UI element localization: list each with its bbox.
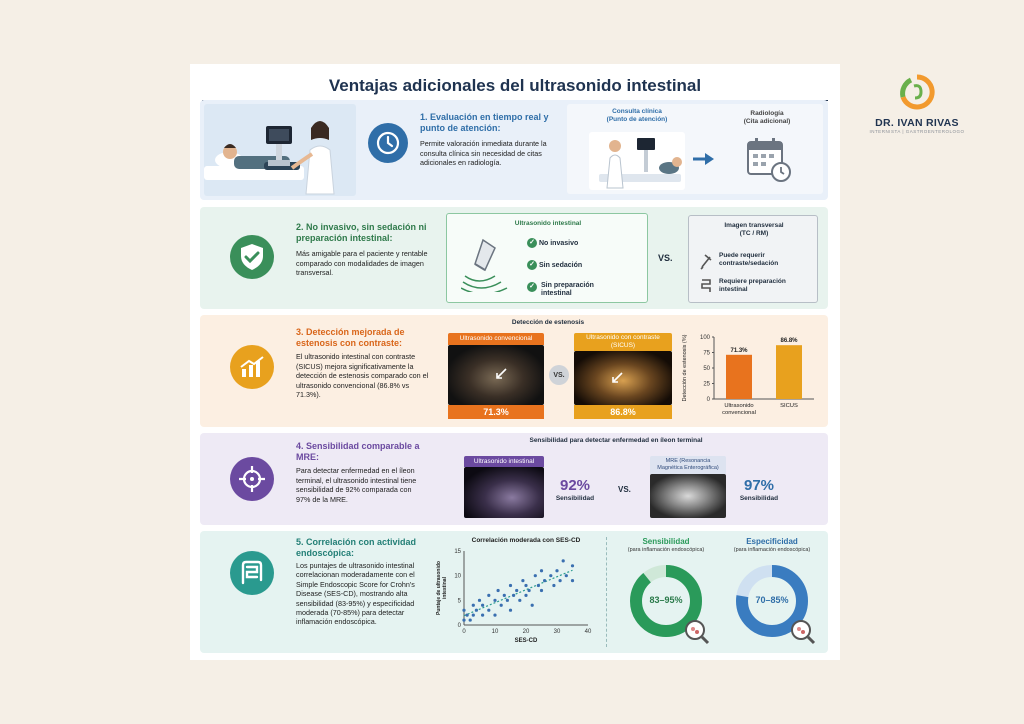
growth-chart-icon	[230, 345, 274, 389]
benefit-label: Sin sedación	[538, 261, 583, 269]
chart-title: Correlación moderada con SES-CD	[471, 537, 581, 544]
section-3-heading: 3. Detección mejorada de estenosis con contraste:	[296, 327, 405, 348]
microscope-lens-icon	[684, 619, 710, 645]
scatter-point	[481, 614, 484, 617]
intestine-icon	[230, 551, 274, 595]
brand-logo	[899, 74, 935, 110]
sensitivity-title: Sensibilidad	[642, 537, 690, 546]
scatter-point	[528, 589, 531, 592]
cross-sectional-item: Requiere preparación intestinal	[719, 278, 786, 293]
scatter-point	[462, 609, 465, 612]
clinic-illustration	[589, 132, 685, 190]
section-stenosis	[200, 315, 828, 427]
bar-data-label: 86.8%	[780, 338, 798, 345]
x-tick-label: SICUS	[780, 403, 798, 409]
section-realtime	[200, 100, 828, 200]
x-tick-label: 30	[553, 629, 561, 635]
scatter-point	[524, 584, 527, 587]
x-tick-label: 40	[584, 629, 592, 635]
section-noninvasive	[200, 207, 828, 309]
section-3-body: El ultrasonido intestinal con contraste (SICUS) mejora significativamente la detección de estenosis comparado con el ultrasonido convencional (86.8% vs 71.3%).	[296, 352, 429, 400]
cross-sectional-card	[688, 215, 818, 303]
scatter-point	[534, 574, 537, 577]
benefit-item	[527, 282, 647, 298]
benefit-label: Sin preparación intestinal	[541, 282, 594, 297]
scatter-point	[509, 609, 512, 612]
scatter-point	[555, 569, 558, 572]
section-5-body: Los puntajes de ultrasonido intestinal correlacionan moderadamente con el Simple Endoscopic Score for Crohn's Disease (SES-CD), mostrando alta sensibilidad (83-95%) y especificidad moderada (70-85%) para detectar inflamación endoscópica.	[296, 561, 415, 627]
x-tick-label: convencional	[722, 410, 756, 416]
panel-divider	[606, 537, 607, 647]
infographic-sheet	[190, 64, 840, 660]
vs-label: VS.	[658, 253, 673, 263]
scatter-point	[472, 614, 475, 617]
scatter-point	[571, 579, 574, 582]
scatter-point	[500, 604, 503, 607]
scatter-point	[540, 589, 543, 592]
us-sensitivity-caption: Sensibilidad	[555, 495, 595, 502]
bar	[776, 345, 802, 399]
sicus-label: Ultrasonido con contraste (SICUS)	[574, 333, 672, 351]
benefits-list	[527, 238, 647, 298]
section-2-body: Más amigable para el paciente y rentable comparado con modalidades de imagen transversal.	[296, 249, 428, 278]
workflow-comparison-panel	[567, 104, 823, 194]
section-4-heading: 4. Sensibilidad comparable a MRE:	[296, 441, 420, 462]
clinic-label: Consulta clínica (Punto de atención)	[606, 108, 668, 123]
section-1-heading: 1. Evaluación en tiempo real y punto de atención:	[420, 112, 549, 133]
clock-icon	[368, 123, 408, 163]
x-tick-label: 0	[462, 629, 466, 635]
y-tick-label: 75	[703, 350, 710, 357]
benefit-item	[527, 260, 647, 282]
sicus-image	[574, 333, 672, 421]
y-tick-label: 0	[457, 623, 461, 629]
scatter-point	[571, 564, 574, 567]
scatter-point	[487, 609, 490, 612]
scatter-point	[512, 594, 515, 597]
ultrasound-probe-icon	[461, 236, 511, 292]
scatter-point	[559, 579, 562, 582]
sescd-scatter-chart	[432, 533, 604, 651]
brand-subtitle: INTERNISTA | GASTROENTEROLOGO	[869, 129, 965, 134]
check-icon: ✓	[527, 238, 537, 248]
intestine-outline-icon	[699, 278, 713, 294]
brand-block	[862, 74, 972, 134]
section-1-body: Permite valoración inmediata durante la consulta clínica sin necesidad de citas adicionales en radiología.	[420, 139, 547, 168]
vs-label: VS.	[618, 485, 631, 494]
scatter-point	[552, 584, 555, 587]
scatter-point	[515, 589, 518, 592]
scatter-point	[509, 584, 512, 587]
scatter-point	[466, 614, 469, 617]
specificity-value: 70–85%	[755, 595, 789, 605]
intestinal-us-image	[464, 456, 544, 518]
y-tick-label: 100	[699, 335, 710, 341]
arrow-right-icon	[693, 152, 715, 166]
benefit-item	[527, 238, 647, 260]
bar-data-label: 71.3%	[730, 347, 748, 354]
scatter-point	[469, 618, 472, 621]
scatter-point	[524, 594, 527, 597]
microscope-lens-icon	[790, 619, 816, 645]
mre-panel-title: Sensibilidad para detectar enfermedad en íleon terminal	[529, 437, 703, 444]
specificity-title: Especificidad	[746, 537, 798, 546]
syringe-icon	[699, 252, 713, 270]
scatter-point	[475, 609, 478, 612]
check-icon: ✓	[527, 282, 537, 292]
conventional-us-image	[448, 333, 544, 421]
shield-check-icon	[230, 235, 274, 279]
ultrasound-benefits-card	[446, 213, 648, 303]
x-tick-label: Ultrasonido	[724, 403, 754, 409]
check-icon: ✓	[527, 260, 537, 270]
scatter-point	[481, 604, 484, 607]
scatter-point	[562, 559, 565, 562]
brand-name: DR. IVAN RIVAS	[875, 117, 959, 129]
scatter-point	[543, 579, 546, 582]
benefits-card-title: Ultrasonido intestinal	[514, 220, 582, 227]
scatter-point	[493, 599, 496, 602]
specificity-subtitle: (para inflamación endoscópica)	[733, 547, 811, 553]
scatter-point	[493, 614, 496, 617]
scatter-point	[537, 584, 540, 587]
section-2-heading: 2. No invasivo, sin sedación ni preparación intestinal:	[296, 222, 427, 243]
conventional-us-value: 71.3%	[448, 405, 544, 419]
sensitivity-subtitle: (para inflamación endoscópica)	[627, 547, 705, 553]
scatter-point	[472, 604, 475, 607]
mre-sensitivity-value: 97%	[743, 477, 775, 494]
mre-scan	[650, 474, 726, 518]
calendar-clock-icon	[745, 136, 793, 184]
y-axis-label: Detección de estenosis (%)	[682, 334, 688, 402]
scatter-point	[497, 589, 500, 592]
scatter-point	[462, 618, 465, 621]
scatter-point	[565, 574, 568, 577]
scatter-point	[531, 604, 534, 607]
conventional-us-label: Ultrasonido convencional	[448, 333, 544, 345]
scatter-point	[506, 599, 509, 602]
y-tick-label: 50	[703, 366, 710, 372]
sensitivity-value: 83–95%	[649, 595, 683, 605]
section-mre	[200, 433, 828, 525]
y-axis-label: Puntaje de ultrasonido	[436, 561, 442, 615]
target-icon	[230, 457, 274, 501]
scatter-point	[521, 579, 524, 582]
mre-label: MRE (Resonancia Magnética Enterográfica)	[650, 456, 726, 474]
section-endoscopic	[200, 531, 828, 653]
y-axis-label: intestinal	[442, 577, 448, 599]
ultrasound-image	[464, 467, 544, 518]
y-tick-label: 10	[454, 573, 461, 580]
trendline	[464, 570, 573, 615]
page-title: Ventajas adicionales del ultrasonido intestinal	[328, 76, 702, 95]
y-tick-label: 15	[454, 549, 461, 555]
mre-image	[650, 456, 726, 518]
benefit-label: No invasivo	[538, 239, 579, 247]
y-tick-label: 0	[706, 397, 710, 403]
scatter-point	[540, 569, 543, 572]
scatter-point	[518, 599, 521, 602]
section-5-heading: 5. Correlación con actividad endoscópica:	[296, 537, 417, 558]
y-tick-label: 5	[457, 598, 461, 605]
doctor-patient-illustration	[204, 104, 356, 196]
arrow-icon	[494, 367, 508, 381]
sicus-value: 86.8%	[574, 405, 672, 419]
stenosis-panel-title: Detección de estenosis	[511, 319, 585, 326]
cross-sectional-item: Puede requerir contraste/sedación	[719, 252, 779, 267]
bar	[726, 355, 752, 399]
mre-sensitivity-caption: Sensibilidad	[739, 495, 779, 502]
y-tick-label: 25	[703, 381, 710, 388]
stenosis-bar-chart	[678, 323, 824, 425]
cross-sectional-title: Imagen transversal (TC / RM)	[724, 222, 784, 237]
intestinal-us-label: Ultrasonido intestinal	[464, 456, 544, 467]
scatter-point	[549, 574, 552, 577]
radiology-label: Radiología (Cita adicional)	[743, 110, 791, 125]
section-4-body: Para detectar enfermedad en el íleon terminal, el ultrasonido intestinal tiene sensibilidad de 92% comparada con 97% de la MRE.	[296, 466, 417, 504]
scatter-point	[487, 594, 490, 597]
x-tick-label: 10	[491, 629, 499, 635]
scatter-point	[478, 599, 481, 602]
x-axis-label: SES-CD	[514, 638, 538, 644]
us-sensitivity-value: 92%	[559, 477, 591, 494]
vs-badge: VS.	[549, 365, 569, 385]
arrow-icon	[610, 371, 624, 385]
x-tick-label: 20	[522, 629, 530, 635]
scatter-point	[503, 594, 506, 597]
